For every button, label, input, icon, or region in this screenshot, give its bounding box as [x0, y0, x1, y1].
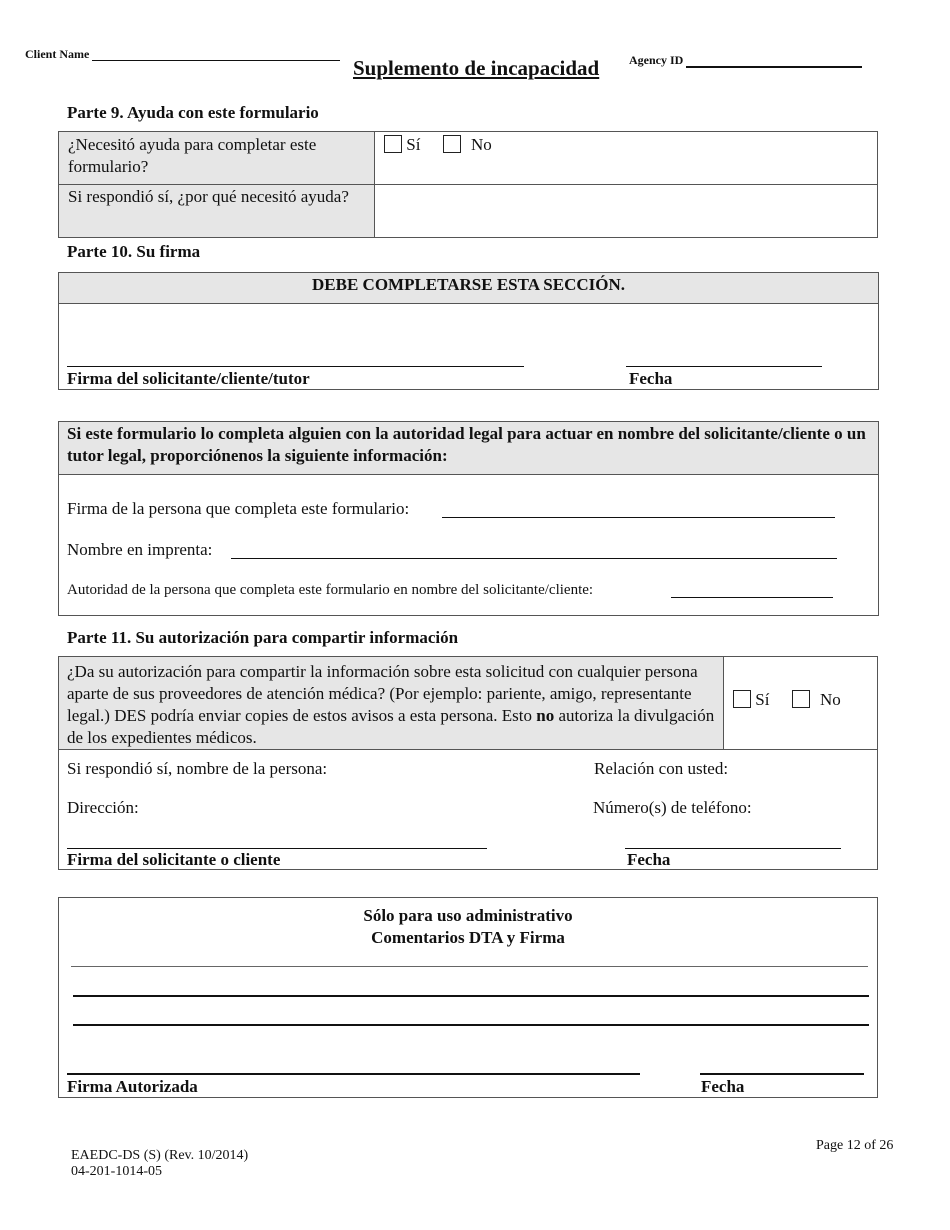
admin-title-line2: Comentarios DTA y Firma — [371, 928, 565, 947]
authorized-signature-label: Firma Autorizada — [67, 1077, 198, 1096]
part11-heading: Parte 11. Su autorización para compartir información — [67, 628, 459, 647]
applicant-date-label: Fecha — [629, 369, 673, 388]
page-title: Suplemento de incapacidad — [353, 56, 600, 80]
authority-field[interactable] — [671, 597, 833, 598]
applicant-date-field[interactable] — [626, 366, 822, 367]
why-help-field[interactable] — [377, 185, 877, 237]
admin-section — [58, 897, 878, 1098]
form-number: 04-201-1014-05 — [71, 1164, 162, 1179]
admin-date-label: Fecha — [701, 1077, 745, 1096]
form-code: EAEDC-DS (S) (Rev. 10/2014) — [71, 1148, 249, 1163]
agency-id-field[interactable] — [686, 66, 862, 68]
need-help-no-label: No — [470, 135, 492, 154]
authority-label: Autoridad de la persona que completa este formulario en nombre del solicitante/cliente: — [67, 582, 594, 598]
agency-id-label: Agency ID — [629, 53, 684, 67]
authorization-no-label: No — [819, 690, 841, 709]
admin-comment-line-2[interactable] — [73, 995, 869, 997]
client-signature-label: Firma del solicitante o cliente — [67, 850, 281, 869]
client-name-label: Client Name — [25, 47, 90, 61]
part9-heading: Parte 9. Ayuda con este formulario — [67, 103, 319, 122]
authorized-signature-field[interactable] — [67, 1073, 640, 1075]
authorization-yes-label: Sí — [755, 690, 770, 709]
address-label: Dirección: — [67, 798, 139, 817]
print-name-field[interactable] — [231, 558, 837, 559]
phone-label: Número(s) de teléfono: — [593, 798, 752, 817]
relation-label: Relación con usted: — [594, 759, 729, 778]
admin-comment-line-1[interactable] — [71, 966, 868, 967]
page-number: Page 12 of 26 — [816, 1138, 894, 1153]
client-date-label: Fecha — [627, 850, 671, 869]
admin-title-line1: Sólo para uso administrativo — [363, 906, 573, 925]
authorization-yes-checkbox[interactable] — [733, 690, 751, 708]
client-name-field[interactable] — [92, 60, 340, 61]
need-help-yes-label: Sí — [406, 135, 421, 154]
need-help-question: ¿Necesitó ayuda para completar este formulario? — [68, 135, 317, 176]
why-help-question: Si respondió sí, ¿por qué necesitó ayuda? — [68, 187, 349, 206]
legal-authority-heading: Si este formulario lo completa alguien con la autoridad legal para actuar en nombre del solicitante/cliente o un tutor legal, proporciónenos la siguiente información: — [59, 422, 878, 475]
authorization-section — [58, 656, 878, 870]
signature-section — [58, 272, 879, 390]
part10-heading: Parte 10. Su firma — [67, 242, 201, 261]
legal-authority-section — [58, 421, 879, 616]
preparer-signature-field[interactable] — [442, 517, 835, 518]
authorization-divider — [59, 749, 877, 750]
person-name-label: Si respondió sí, nombre de la persona: — [67, 759, 328, 778]
need-help-yes-checkbox[interactable] — [384, 135, 402, 153]
applicant-signature-label: Firma del solicitante/cliente/tutor — [67, 369, 310, 388]
authorization-options — [733, 689, 841, 711]
preparer-signature-label: Firma de la persona que completa este formulario: — [67, 499, 410, 518]
admin-comment-line-3[interactable] — [73, 1024, 869, 1026]
part9-table — [58, 131, 878, 238]
authorization-question: ¿Da su autorización para compartir la información sobre esta solicitud con cualquier persona aparte de sus proveedores de atención médica? (Por ejemplo: pariente, amigo, representante legal.) DES podría enviar copies de estos avisos a esta persona. Esto no autoriza la divulgación de los expedientes médicos. — [67, 662, 715, 747]
need-help-no-checkbox[interactable] — [443, 135, 461, 153]
print-name-label: Nombre en imprenta: — [67, 540, 213, 559]
need-help-options — [384, 134, 492, 156]
admin-date-field[interactable] — [700, 1073, 864, 1075]
applicant-signature-field[interactable] — [67, 366, 524, 367]
must-complete-banner: DEBE COMPLETARSE ESTA SECCIÓN. — [59, 273, 878, 304]
authorization-no-checkbox[interactable] — [792, 690, 810, 708]
